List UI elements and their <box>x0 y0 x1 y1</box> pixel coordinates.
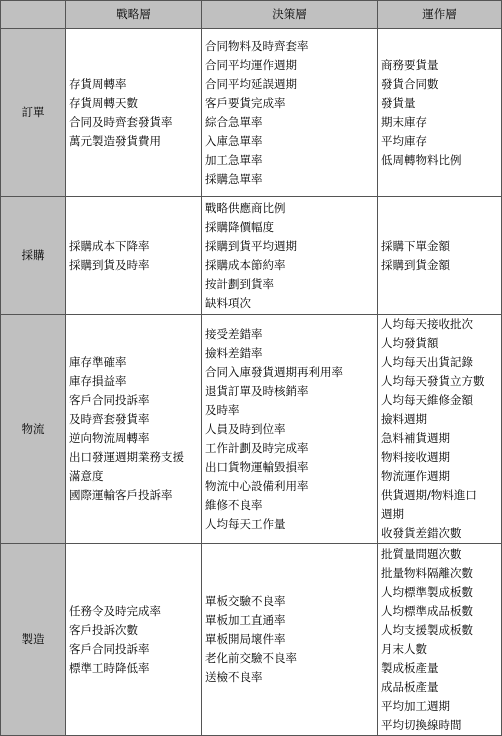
list-item: 及時率 <box>205 402 240 417</box>
row-category: 採購 <box>1 197 66 315</box>
list-item: 採購急單率 <box>205 171 263 186</box>
list-item: 客戶合同投訴率 <box>69 393 150 407</box>
header-corner <box>1 1 66 29</box>
list-item: 物料接收週期 <box>381 450 450 464</box>
list-item: 逆向物流周轉率 <box>69 431 150 445</box>
list-item: 客戶合同投訴率 <box>69 641 150 656</box>
header-decision: 決策層 <box>202 1 378 29</box>
list-item: 物流中心設備利用率 <box>205 478 309 493</box>
list-item: 期末庫存 <box>381 114 427 129</box>
strategic-cell <box>66 29 202 197</box>
list-item: 物流運作週期 <box>381 469 450 483</box>
list-item: 戰略供應商比例 <box>205 200 286 215</box>
list-item: 庫存損益率 <box>69 374 127 388</box>
list-item: 低周轉物料比例 <box>381 152 462 167</box>
list-item: 客戶要貨完成率 <box>205 95 286 110</box>
list-item: 綜合急單率 <box>205 114 263 129</box>
list-item: 批質量問題次數 <box>381 546 462 561</box>
header-strategic: 戰略層 <box>66 1 202 29</box>
list-item: 撿料差錯率 <box>205 345 263 360</box>
operation-cell <box>378 197 502 315</box>
decision-cell <box>202 197 378 315</box>
list-item: 任務令及時完成率 <box>69 603 161 618</box>
header-row <box>1 1 502 29</box>
list-item: 缺料項次 <box>205 295 251 310</box>
strategic-cell <box>66 315 202 544</box>
strategic-cell <box>66 197 202 315</box>
list-item: 人均每天接收批次 <box>381 317 473 331</box>
list-item: 人均發貨額 <box>381 336 439 350</box>
list-item: 按計劃到貨率 <box>205 276 274 291</box>
list-item: 合同及時齊套發貨率 <box>69 114 173 129</box>
list-item: 採購成本節約率 <box>205 257 286 272</box>
table-row <box>1 544 502 736</box>
list-item: 合同平均運作週期 <box>205 57 297 72</box>
list-item: 平均切換線時間 <box>381 717 462 732</box>
list-item: 採購成本下降率 <box>69 238 150 253</box>
list-item: 成品板產量 <box>381 679 439 694</box>
list-item: 商務要貨量 <box>381 57 439 72</box>
operation-cell <box>378 315 502 544</box>
list-item: 送檢不良率 <box>205 670 263 684</box>
operation-cell <box>378 29 502 197</box>
strategic-cell <box>66 544 202 736</box>
table-row <box>1 29 502 197</box>
list-item: 製成板產量 <box>381 660 439 675</box>
list-item: 採購下單金額 <box>381 238 450 253</box>
list-item: 工作計劃及時完成率 <box>205 440 309 455</box>
list-item: 出口貨物運輸毀損率 <box>205 459 309 474</box>
row-category: 訂單 <box>1 29 66 197</box>
list-item: 月末人數 <box>381 641 427 656</box>
list-item: 入庫急單率 <box>205 133 263 148</box>
decision-cell <box>202 315 378 544</box>
decision-cell <box>202 29 378 197</box>
list-item: 合同平均延誤週期 <box>205 76 297 91</box>
list-item: 滿意度 <box>69 469 104 483</box>
list-item: 單板交驗不良率 <box>205 594 286 608</box>
table-row <box>1 197 502 315</box>
list-item: 人均每天維修金額 <box>381 393 473 407</box>
list-item: 人均標準製成板數 <box>381 584 473 599</box>
list-item: 加工急單率 <box>205 152 263 167</box>
list-item: 合同物料及時齊套率 <box>205 38 309 53</box>
list-item: 批量物料隔離次數 <box>381 565 473 580</box>
list-item: 老化前交驗不良率 <box>205 651 297 665</box>
row-category: 製造 <box>1 544 66 736</box>
header-operation: 運作層 <box>378 1 502 29</box>
list-item: 單板加工直通率 <box>205 613 286 627</box>
list-item: 人均標準成品板數 <box>381 603 473 618</box>
list-item: 國際運輸客戶投訴率 <box>69 488 173 502</box>
list-item: 發貨合同數 <box>381 76 439 91</box>
list-item: 接受差錯率 <box>205 326 263 341</box>
list-item: 萬元製造發貨費用 <box>69 133 161 148</box>
table-row <box>1 315 502 544</box>
list-item: 標準工時降低率 <box>69 660 150 675</box>
list-item: 退貨訂單及時核銷率 <box>205 383 309 398</box>
operation-cell <box>378 544 502 736</box>
list-item: 出口發運週期業務支援 <box>69 450 184 464</box>
list-item: 平均庫存 <box>381 133 427 148</box>
list-item: 人員及時到位率 <box>205 421 286 436</box>
list-item: 存貨周轉率 <box>69 76 127 91</box>
list-item: 週期 <box>381 507 404 521</box>
list-item: 供貨週期/物料進口 <box>381 488 477 502</box>
list-item: 人均每天工作量 <box>205 516 286 531</box>
list-item: 採購到貨平均週期 <box>205 238 297 253</box>
row-category: 物流 <box>1 315 66 544</box>
list-item: 收發貨差錯次數 <box>381 526 462 540</box>
list-item: 人均支援製成板數 <box>381 622 473 637</box>
list-item: 及時齊套發貨率 <box>69 412 150 426</box>
list-item: 撿料週期 <box>381 412 427 426</box>
list-item: 平均加工週期 <box>381 698 450 713</box>
list-item: 人均每天出貨記錄 <box>381 355 473 369</box>
decision-cell <box>202 544 378 736</box>
list-item: 急料補貨週期 <box>381 431 450 445</box>
list-item: 維修不良率 <box>205 497 263 512</box>
list-item: 發貨量 <box>381 95 416 110</box>
list-item: 單板開局壞件率 <box>205 632 286 646</box>
list-item: 採購到貨金額 <box>381 257 450 272</box>
list-item: 人均每天發貨立方數 <box>381 374 485 388</box>
list-item: 客戶投訴次數 <box>69 622 138 637</box>
list-item: 存貨周轉天數 <box>69 95 138 110</box>
list-item: 採購到貨及時率 <box>69 257 150 272</box>
list-item: 合同入庫發貨週期再利用率 <box>205 364 343 379</box>
list-item: 庫存準確率 <box>69 355 127 369</box>
list-item: 採購降價幅度 <box>205 219 274 234</box>
